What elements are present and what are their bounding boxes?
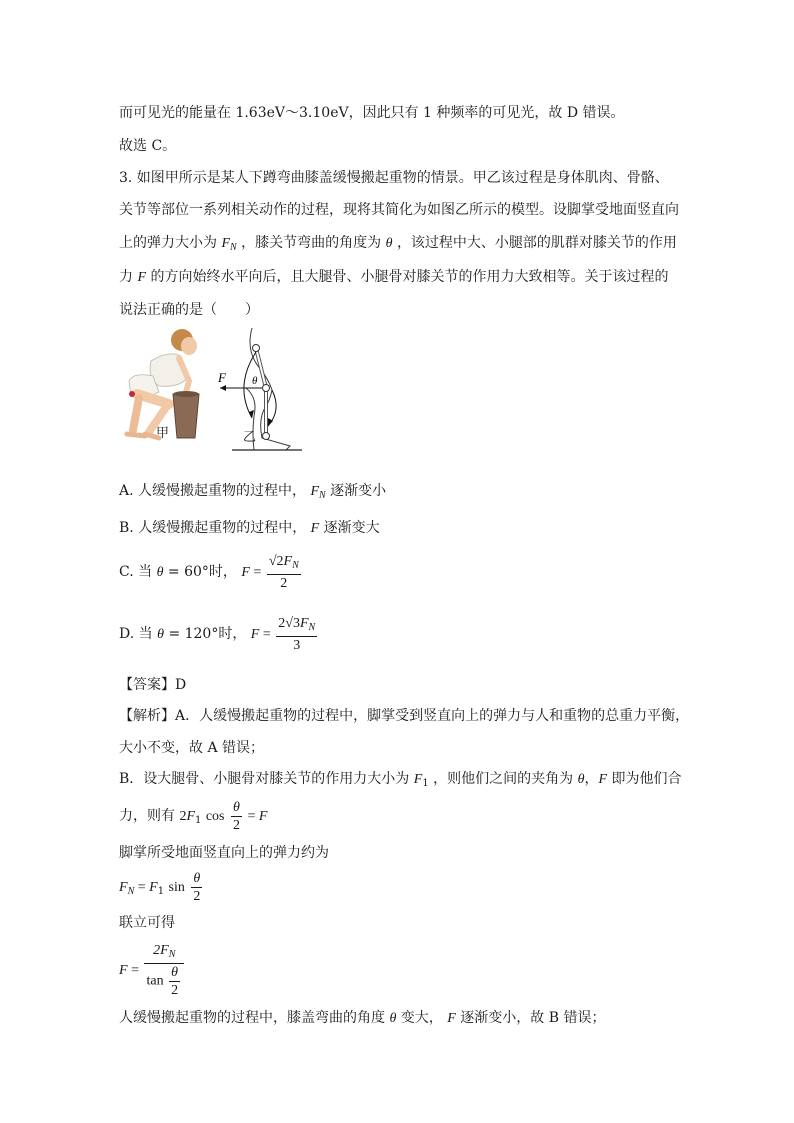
- symbol-F: F: [413, 772, 423, 787]
- answer-line: [119, 675, 186, 695]
- text: = 60°时，: [167, 564, 237, 580]
- analysis-line: [119, 706, 689, 726]
- option-d: D. 当 θ = 120°时， F = $\frac{2√3F_N}{3}$: [119, 615, 316, 653]
- text: C. 当: [119, 564, 153, 580]
- symbol-F: F: [250, 627, 260, 642]
- ankle-joint-icon: [263, 433, 270, 440]
- text: = 120°时，: [168, 626, 247, 642]
- text: ，该过程中大、小腿部的肌群对膝关节的作用: [396, 235, 677, 251]
- text: ，膝关节弯曲的角度为: [241, 235, 382, 251]
- analysis-line: 力，则有 $2F_1$ cos $\frac{\theta}{2}$ = F: [119, 799, 268, 833]
- bucket-rim-icon: [173, 391, 199, 397]
- question-3-line: [119, 233, 677, 258]
- text-line: 故选 C。: [119, 138, 177, 154]
- question-3-line: [119, 267, 668, 288]
- symbol-F: F: [221, 236, 231, 251]
- text: B. 人缓慢搬起重物的过程中，: [119, 520, 307, 536]
- symbol-F: F: [241, 565, 250, 580]
- bucket-icon: [173, 394, 199, 438]
- text: 逐渐变小，故 B 错误；: [460, 1010, 606, 1026]
- question-3-line: 说法正确的是（ ）: [119, 302, 259, 318]
- analysis-line: [119, 1008, 605, 1029]
- fraction: $\frac{2√3F_N}{3}$: [278, 615, 316, 653]
- figure-caption-yi: 乙: [243, 430, 257, 445]
- symbol-theta: θ: [577, 772, 585, 787]
- text: 上的弹力大小为: [119, 235, 217, 251]
- force-label: F: [218, 370, 226, 385]
- answer-tag: 【答案】: [119, 677, 175, 693]
- fraction: $2F_N$ tan $\frac{\theta}{2}$: [144, 942, 184, 999]
- knee-joint-icon: [263, 385, 270, 392]
- text: 力: [119, 269, 133, 285]
- text: B．设大腿骨、小腿骨对膝关节的作用力大小为: [119, 771, 410, 787]
- text: 力，则有: [119, 808, 175, 824]
- question-3-line: 3. 如图甲所示是某人下蹲弯曲膝盖缓慢搬起重物的情景。甲乙该过程是身体肌肉、骨骼、: [119, 170, 669, 186]
- text: 即为他们合: [611, 771, 682, 787]
- formula-line: F = $2F_N$ tan $\frac{\theta}{2}$: [119, 940, 186, 1001]
- analysis-line: 脚掌所受地面竖直向上的弹力约为: [119, 845, 329, 861]
- fraction: $\frac{\theta}{2}$: [232, 799, 240, 833]
- hip-joint-icon: [253, 345, 260, 352]
- answer-value: D: [175, 677, 187, 693]
- face-icon: [181, 337, 197, 355]
- subscript: N: [230, 242, 237, 253]
- subscript: N: [319, 490, 326, 501]
- symbol-F: F: [310, 521, 320, 536]
- analysis-line: B．设大腿骨、小腿骨对膝关节的作用力大小为 $F_1$ ，则他们之间的夹角为 θ，F 即为他们合: [119, 771, 682, 789]
- analysis-line: 联立可得: [119, 915, 175, 931]
- question-3-line: 关节等部位一系列相关动作的过程，现将其简化为如图乙所示的模型。设脚掌受地面竖直向: [119, 202, 679, 218]
- knee-marker-icon: [129, 391, 135, 397]
- option-b: [119, 518, 380, 539]
- analysis-tag: 【解析】: [119, 708, 175, 724]
- symbol-theta: θ: [385, 236, 393, 251]
- text: A．人缓慢搬起重物的过程中，脚掌受到竖直向上的弹力与人和重物的总重力平衡，: [175, 708, 690, 724]
- symbol-theta: θ: [157, 627, 164, 642]
- angle-label: θ: [252, 375, 258, 387]
- option-a: [119, 481, 386, 506]
- analysis-line: 大小不变，故 A 错误；: [119, 740, 265, 756]
- text: 变大，: [400, 1010, 443, 1026]
- text: D. 当: [119, 626, 153, 642]
- formula-line: $F_N = F_1$ sin $\frac{\theta}{2}$: [119, 870, 201, 904]
- text: A. 人缓慢搬起重物的过程中，: [119, 483, 307, 499]
- fraction: $\frac{\theta}{2}$: [193, 870, 201, 904]
- symbol-theta: θ: [156, 565, 164, 580]
- symbol-F: F: [310, 484, 320, 499]
- symbol-theta: θ: [389, 1011, 397, 1026]
- text: 逐渐变小: [330, 483, 387, 499]
- leg-icon: [133, 398, 139, 430]
- symbol-F: F: [598, 772, 608, 787]
- fraction: $\frac{√2F_N}{2}$: [268, 553, 299, 591]
- feet-icon: [127, 434, 159, 438]
- figure-caption-jia: 甲: [156, 426, 170, 441]
- text: 人缓慢搬起重物的过程中，膝盖弯曲的角度: [119, 1010, 385, 1026]
- text: 的方向始终水平向后，且大腿骨、小腿骨对膝关节的作用力大致相等。关于该过程的: [150, 269, 669, 285]
- text: 逐渐变大: [323, 520, 380, 536]
- symbol-F: F: [447, 1011, 456, 1026]
- text-line: 而可见光的能量在 1.63eV～3.10eV，因此只有 1 种频率的可见光，故 D 错误。: [119, 105, 625, 121]
- text: ，则他们之间的夹角为: [433, 771, 574, 787]
- option-c: C. 当 θ = 60°时， F = $\frac{√2F_N}{2}$: [119, 553, 299, 591]
- symbol-F: F: [137, 270, 147, 285]
